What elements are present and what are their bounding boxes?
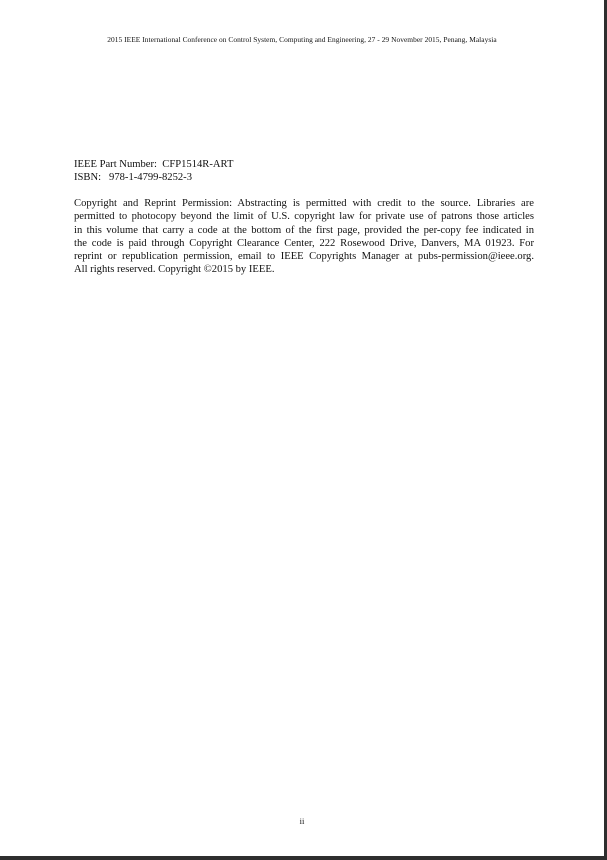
copyright-line: permitted to photocopy beyond the limit of U.S. copyright law for private use of patrons those articles (74, 211, 534, 223)
page-number: ii (299, 816, 305, 826)
publication-identifiers (74, 158, 233, 184)
part-number-line: IEEE Part Number: CFP1514R-ART (74, 159, 234, 170)
isbn-line: ISBN: 978-1-4799-8252-3 (74, 172, 192, 183)
copyright-notice (74, 197, 534, 277)
copyright-line: the code is paid through Copyright Clearance Center, 222 Rosewood Drive, Danvers, MA 01923. For (74, 237, 534, 249)
copyright-line: Copyright and Reprint Permission: Abstracting is permitted with credit to the source. Libraries are (74, 198, 534, 209)
copyright-line: in this volume that carry a code at the bottom of the first page, provided the per-copy fee indicated in (74, 224, 534, 236)
copyright-line: All rights reserved. Copyright ©2015 by IEEE. (74, 264, 275, 276)
copyright-line: reprint or republication permission, email to IEEE Copyrights Manager at pubs-permission@ieee.org. (74, 251, 534, 263)
running-header: 2015 IEEE International Conference on Control System, Computing and Engineering, 27 - 29 November 2015, Penang, Malaysia (107, 35, 497, 44)
